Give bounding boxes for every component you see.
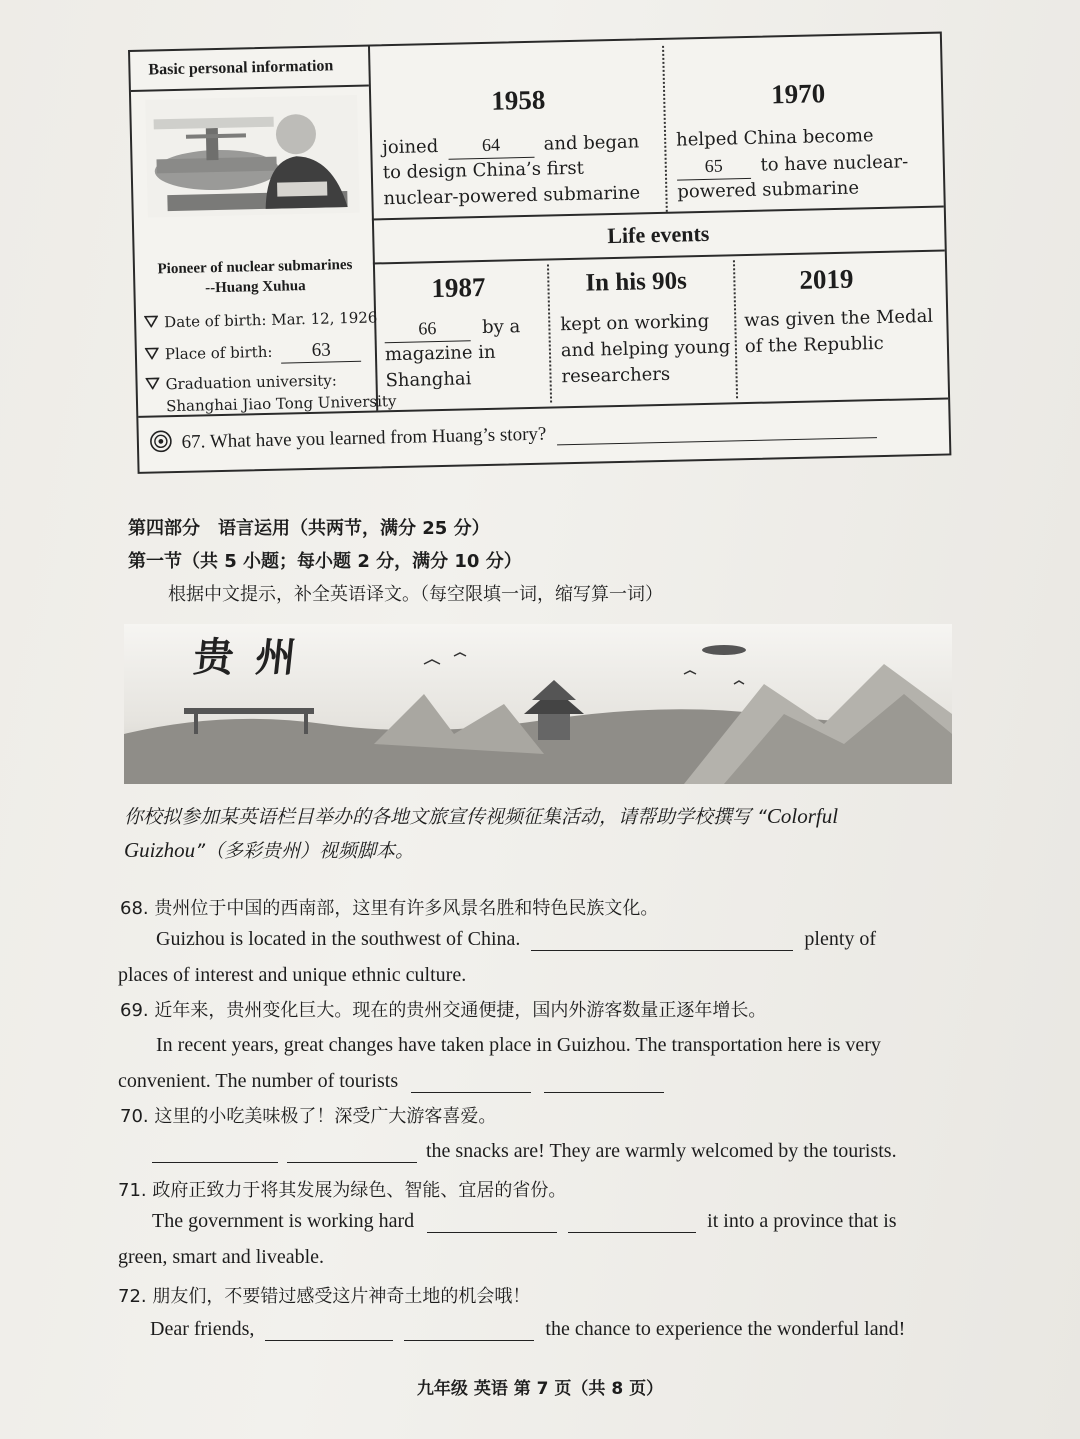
q68-cn: 68. 贵州位于中国的西南部，这里有许多风景名胜和特色民族文化。 bbox=[120, 898, 659, 919]
q71-cn: 71. 政府正致力于将其发展为绿色、智能、宜居的省份。 bbox=[118, 1180, 567, 1201]
q68-answer-blank[interactable] bbox=[531, 930, 793, 951]
q72-answer-blank-1[interactable] bbox=[265, 1320, 393, 1341]
blank-66[interactable]: 66 bbox=[384, 314, 471, 343]
q71-en-c: green, smart and liveable. bbox=[118, 1246, 325, 1268]
q68-en-line1 bbox=[156, 928, 876, 951]
q70-cn: 70. 这里的小吃美味极了！深受广大游客喜爱。 bbox=[120, 1106, 497, 1127]
q71-en-line1 bbox=[152, 1210, 897, 1233]
pioneer-caption: Pioneer of nuclear submarines bbox=[157, 256, 353, 278]
q69-answer-blank-1[interactable] bbox=[411, 1072, 531, 1093]
grad-row bbox=[145, 371, 337, 393]
q72-en-a: Dear friends, bbox=[150, 1318, 255, 1340]
q70-en-line bbox=[152, 1140, 897, 1163]
event-1970-line3: powered submarine bbox=[677, 177, 860, 203]
q67-answer-line[interactable] bbox=[557, 417, 877, 445]
intro-2-en: Guizhou bbox=[124, 838, 196, 862]
event-1958-line2: to design China’s first bbox=[382, 157, 585, 184]
basic-info-header: Basic personal information bbox=[148, 57, 334, 79]
event-2019-line1: was given the Medal bbox=[744, 305, 934, 332]
life-events-header: Life events bbox=[607, 220, 710, 249]
event-1970-line1: helped China become bbox=[675, 125, 874, 151]
event-1987-text-a: by a bbox=[481, 316, 521, 339]
triangle-bullet-icon bbox=[144, 315, 158, 327]
blank-64[interactable]: 64 bbox=[448, 131, 535, 160]
intro-line1 bbox=[124, 802, 838, 829]
guizhou-banner-image bbox=[124, 624, 952, 784]
page-footer: 九年级 英语 第 7 页（共 8 页） bbox=[416, 1379, 664, 1399]
q69-en-a: In recent years, great changes have taken place in Guizhou. The transportation here is very bbox=[156, 1034, 881, 1056]
q67-row bbox=[149, 413, 878, 455]
event-1970-line2 bbox=[676, 148, 908, 180]
q69-answer-blank-2[interactable] bbox=[544, 1072, 664, 1093]
banner-landscape-icon bbox=[124, 624, 952, 784]
intro-1-en: Colorful bbox=[766, 804, 839, 828]
intro-line2 bbox=[124, 836, 414, 863]
intro-2-cn: ”（多彩贵州）视频脚本。 bbox=[195, 840, 415, 862]
q69-en-b: convenient. The number of tourists bbox=[118, 1070, 399, 1092]
triangle-bullet-icon bbox=[145, 377, 159, 389]
year-2019: 2019 bbox=[799, 263, 854, 295]
q72-en-b: the chance to experience the wonderful land! bbox=[545, 1318, 906, 1340]
name-caption: --Huang Xuhua bbox=[205, 278, 306, 297]
event-1970-text-b: to have nuclear- bbox=[760, 151, 909, 176]
event-1958-text-a: joined bbox=[382, 135, 439, 159]
q71-answer-blank-1[interactable] bbox=[427, 1212, 557, 1233]
event-2019-line2: of the Republic bbox=[744, 332, 884, 358]
blank-63[interactable]: 63 bbox=[281, 339, 362, 364]
q71-en-a: The government is working hard bbox=[152, 1210, 415, 1232]
in-his-90s: In his 90s bbox=[585, 267, 688, 297]
grad-label: Graduation university: bbox=[165, 371, 338, 394]
part4-heading: 第四部分 语言运用（共两节，满分 25 分） bbox=[128, 518, 490, 539]
dob-label: Date of birth: Mar. 12, 1926 bbox=[163, 308, 378, 332]
q72-en-line bbox=[150, 1318, 905, 1341]
banner-title: 贵州 bbox=[191, 635, 321, 681]
q70-answer-blank-1[interactable] bbox=[152, 1142, 278, 1163]
q69-cn: 69. 近年来，贵州变化巨大。现在的贵州交通便捷，国内外游客数量正逐年增长。 bbox=[120, 1000, 767, 1021]
q71-en-b: it into a province that is bbox=[707, 1210, 897, 1232]
event-1958-line3: nuclear-powered submarine bbox=[383, 182, 641, 210]
triangle-bullet-icon bbox=[145, 347, 159, 359]
dob-row bbox=[144, 308, 378, 331]
huang-xuhua-info-card bbox=[128, 32, 951, 474]
event-90s-line1: kept on working bbox=[560, 310, 710, 336]
q68-en-c: places of interest and unique ethnic culture. bbox=[118, 964, 467, 986]
event-1987-line1 bbox=[384, 313, 520, 343]
year-1958: 1958 bbox=[490, 84, 546, 116]
pob-label: Place of birth: bbox=[164, 342, 273, 364]
q70-answer-blank-2[interactable] bbox=[287, 1142, 417, 1163]
huang-portrait-image bbox=[145, 95, 360, 218]
instruction: 根据中文提示，补全英语译文。（每空限填一词，缩写算一词） bbox=[168, 584, 663, 605]
intro-1-cn: 你校拟参加某英语栏目举办的各地文旅宣传视频征集活动，请帮助学校撰写 “ bbox=[124, 806, 767, 828]
event-90s-line3: researchers bbox=[561, 363, 671, 388]
year-1970: 1970 bbox=[770, 78, 826, 110]
year-1987: 1987 bbox=[431, 271, 486, 304]
q69-en-line2 bbox=[118, 1070, 664, 1093]
grad-value: Shanghai Jiao Tong University bbox=[165, 392, 397, 416]
blank-65[interactable]: 65 bbox=[676, 152, 751, 181]
event-1987-line3: Shanghai bbox=[385, 368, 472, 392]
event-1987-line2: magazine in bbox=[384, 341, 496, 366]
q67-text: 67. What have you learned from Huang’s story? bbox=[181, 423, 547, 453]
q71-answer-blank-2[interactable] bbox=[568, 1212, 696, 1233]
event-1958-text-b: and began bbox=[543, 131, 640, 155]
q68-en-a: Guizhou is located in the southwest of China. bbox=[156, 928, 521, 950]
section1-heading: 第一节（共 5 小题；每小题 2 分，满分 10 分） bbox=[128, 551, 522, 572]
q72-cn: 72. 朋友们，不要错过感受这片神奇土地的机会哦！ bbox=[118, 1286, 531, 1307]
q72-answer-blank-2[interactable] bbox=[404, 1320, 534, 1341]
q70-en: the snacks are! They are warmly welcomed by the tourists. bbox=[426, 1140, 897, 1162]
q68-en-b: plenty of bbox=[804, 928, 877, 950]
event-90s-line2: and helping young bbox=[560, 336, 731, 362]
pob-row bbox=[145, 339, 362, 367]
thinking-head-icon bbox=[149, 429, 174, 454]
